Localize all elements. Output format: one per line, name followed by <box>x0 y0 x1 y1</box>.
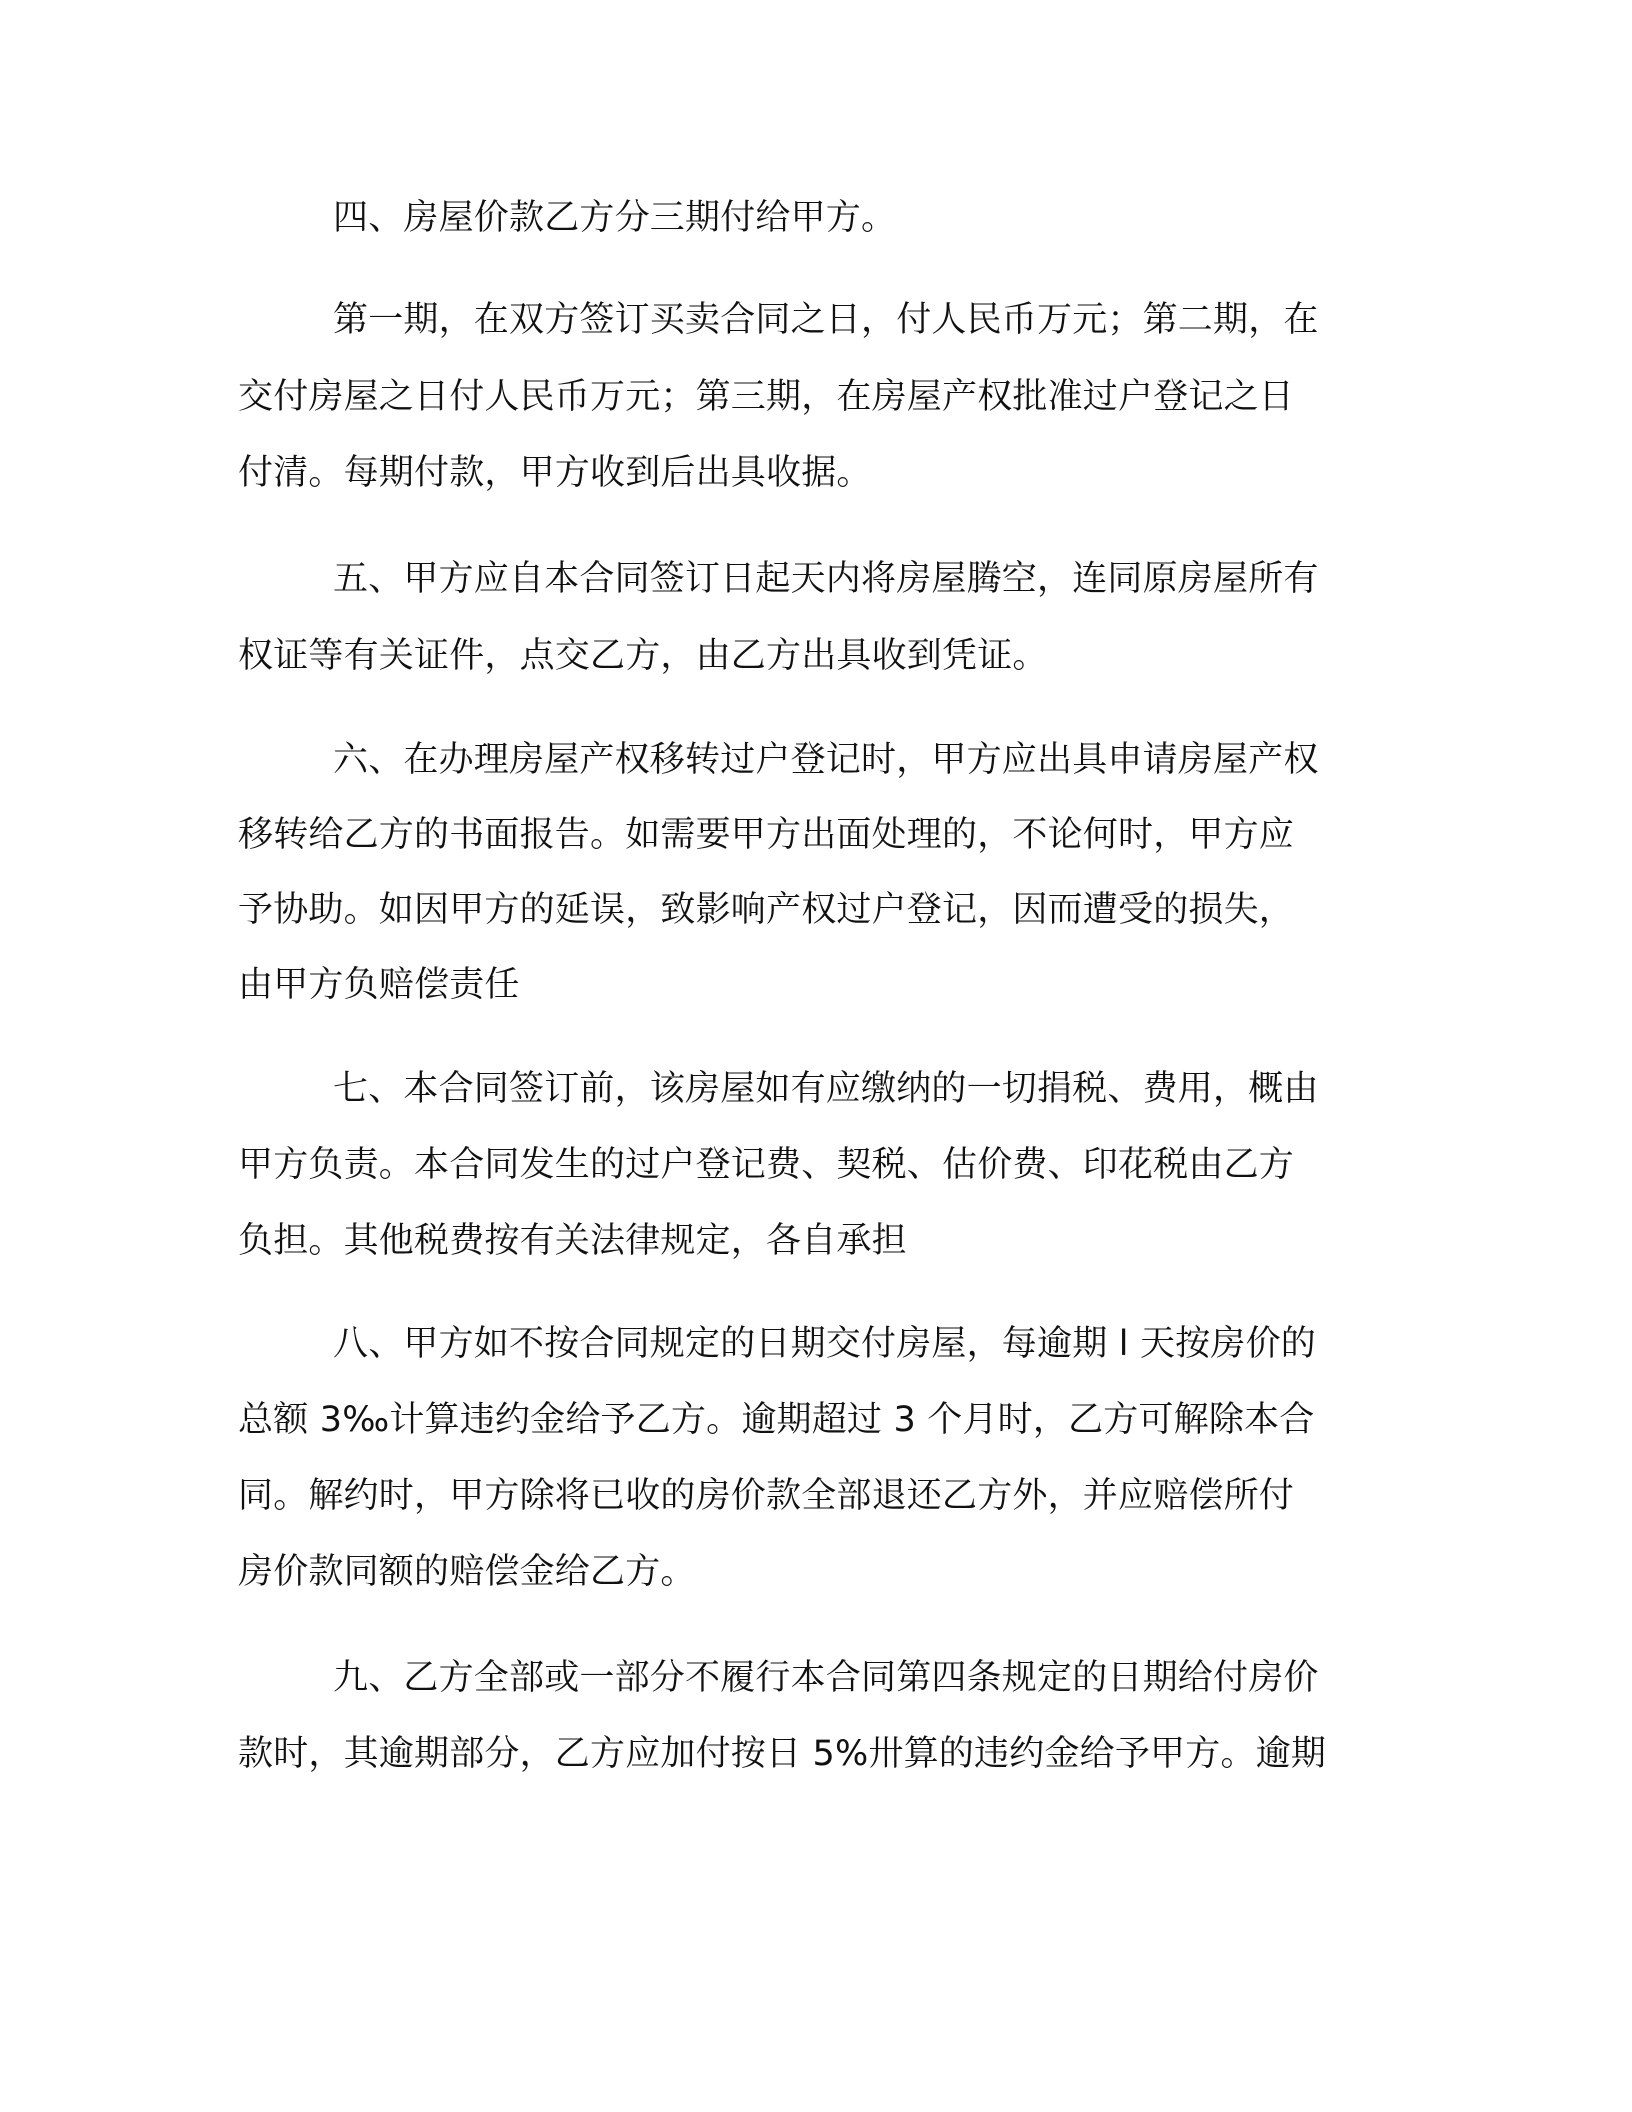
clause-6-line-3: 予协助。如因甲方的延误，致影响产权过户登记，因而遭受的损失， <box>238 890 1295 930</box>
payment-schedule-line-1: 第一期，在双方签订买卖合同之日，付人民币万元；第二期，在 <box>333 300 1319 340</box>
clause-8-line-1: 八、甲方如不按合同规定的日期交付房屋，每逾期 l 天按房价的 <box>333 1324 1316 1364</box>
clause-8-line-3: 同。解约时，甲方除将已收的房价款全部退还乙方外，并应赔偿所付 <box>238 1476 1295 1516</box>
clause-7-line-2: 甲方负责。本合同发生的过户登记费、契税、估价费、印花税由乙方 <box>238 1145 1295 1185</box>
clause-6-line-4: 由甲方负赔偿责任 <box>238 965 520 1005</box>
clause-8-line-2: 总额 3‰计算违约金给予乙方。逾期超过 3 个月时，乙方可解除本合 <box>238 1400 1315 1440</box>
payment-schedule-line-2: 交付房屋之日付人民币万元；第三期，在房屋产权批准过户登记之日 <box>238 377 1295 417</box>
clause-7-line-1: 七、本合同签订前，该房屋如有应缴纳的一切捐税、费用，概由 <box>333 1069 1319 1109</box>
payment-schedule-line-3: 付清。每期付款，甲方收到后出具收据。 <box>238 453 872 493</box>
clause-6-line-2: 移转给乙方的书面报告。如需要甲方出面处理的，不论何时，甲方应 <box>238 815 1295 855</box>
clause-4-heading: 四、房屋价款乙方分三期付给甲方。 <box>333 198 897 238</box>
clause-8-line-4: 房价款同额的赔偿金给乙方。 <box>238 1552 696 1592</box>
clause-6-line-1: 六、在办理房屋产权移转过户登记时，甲方应出具申请房屋产权 <box>333 740 1319 780</box>
clause-9-line-2: 款时，其逾期部分，乙方应加付按日 5%卅算的违约金给予甲方。逾期 <box>238 1734 1327 1774</box>
clause-9-line-1: 九、乙方全部或一部分不履行本合同第四条规定的日期给付房价 <box>333 1658 1319 1698</box>
clause-5-line-1: 五、甲方应自本合同签订日起天内将房屋腾空，连同原房屋所有 <box>333 559 1319 599</box>
clause-5-line-2: 权证等有关证件，点交乙方，由乙方出具收到凭证。 <box>238 636 1048 676</box>
clause-7-line-3: 负担。其他税费按有关法律规定，各自承担 <box>238 1221 907 1261</box>
